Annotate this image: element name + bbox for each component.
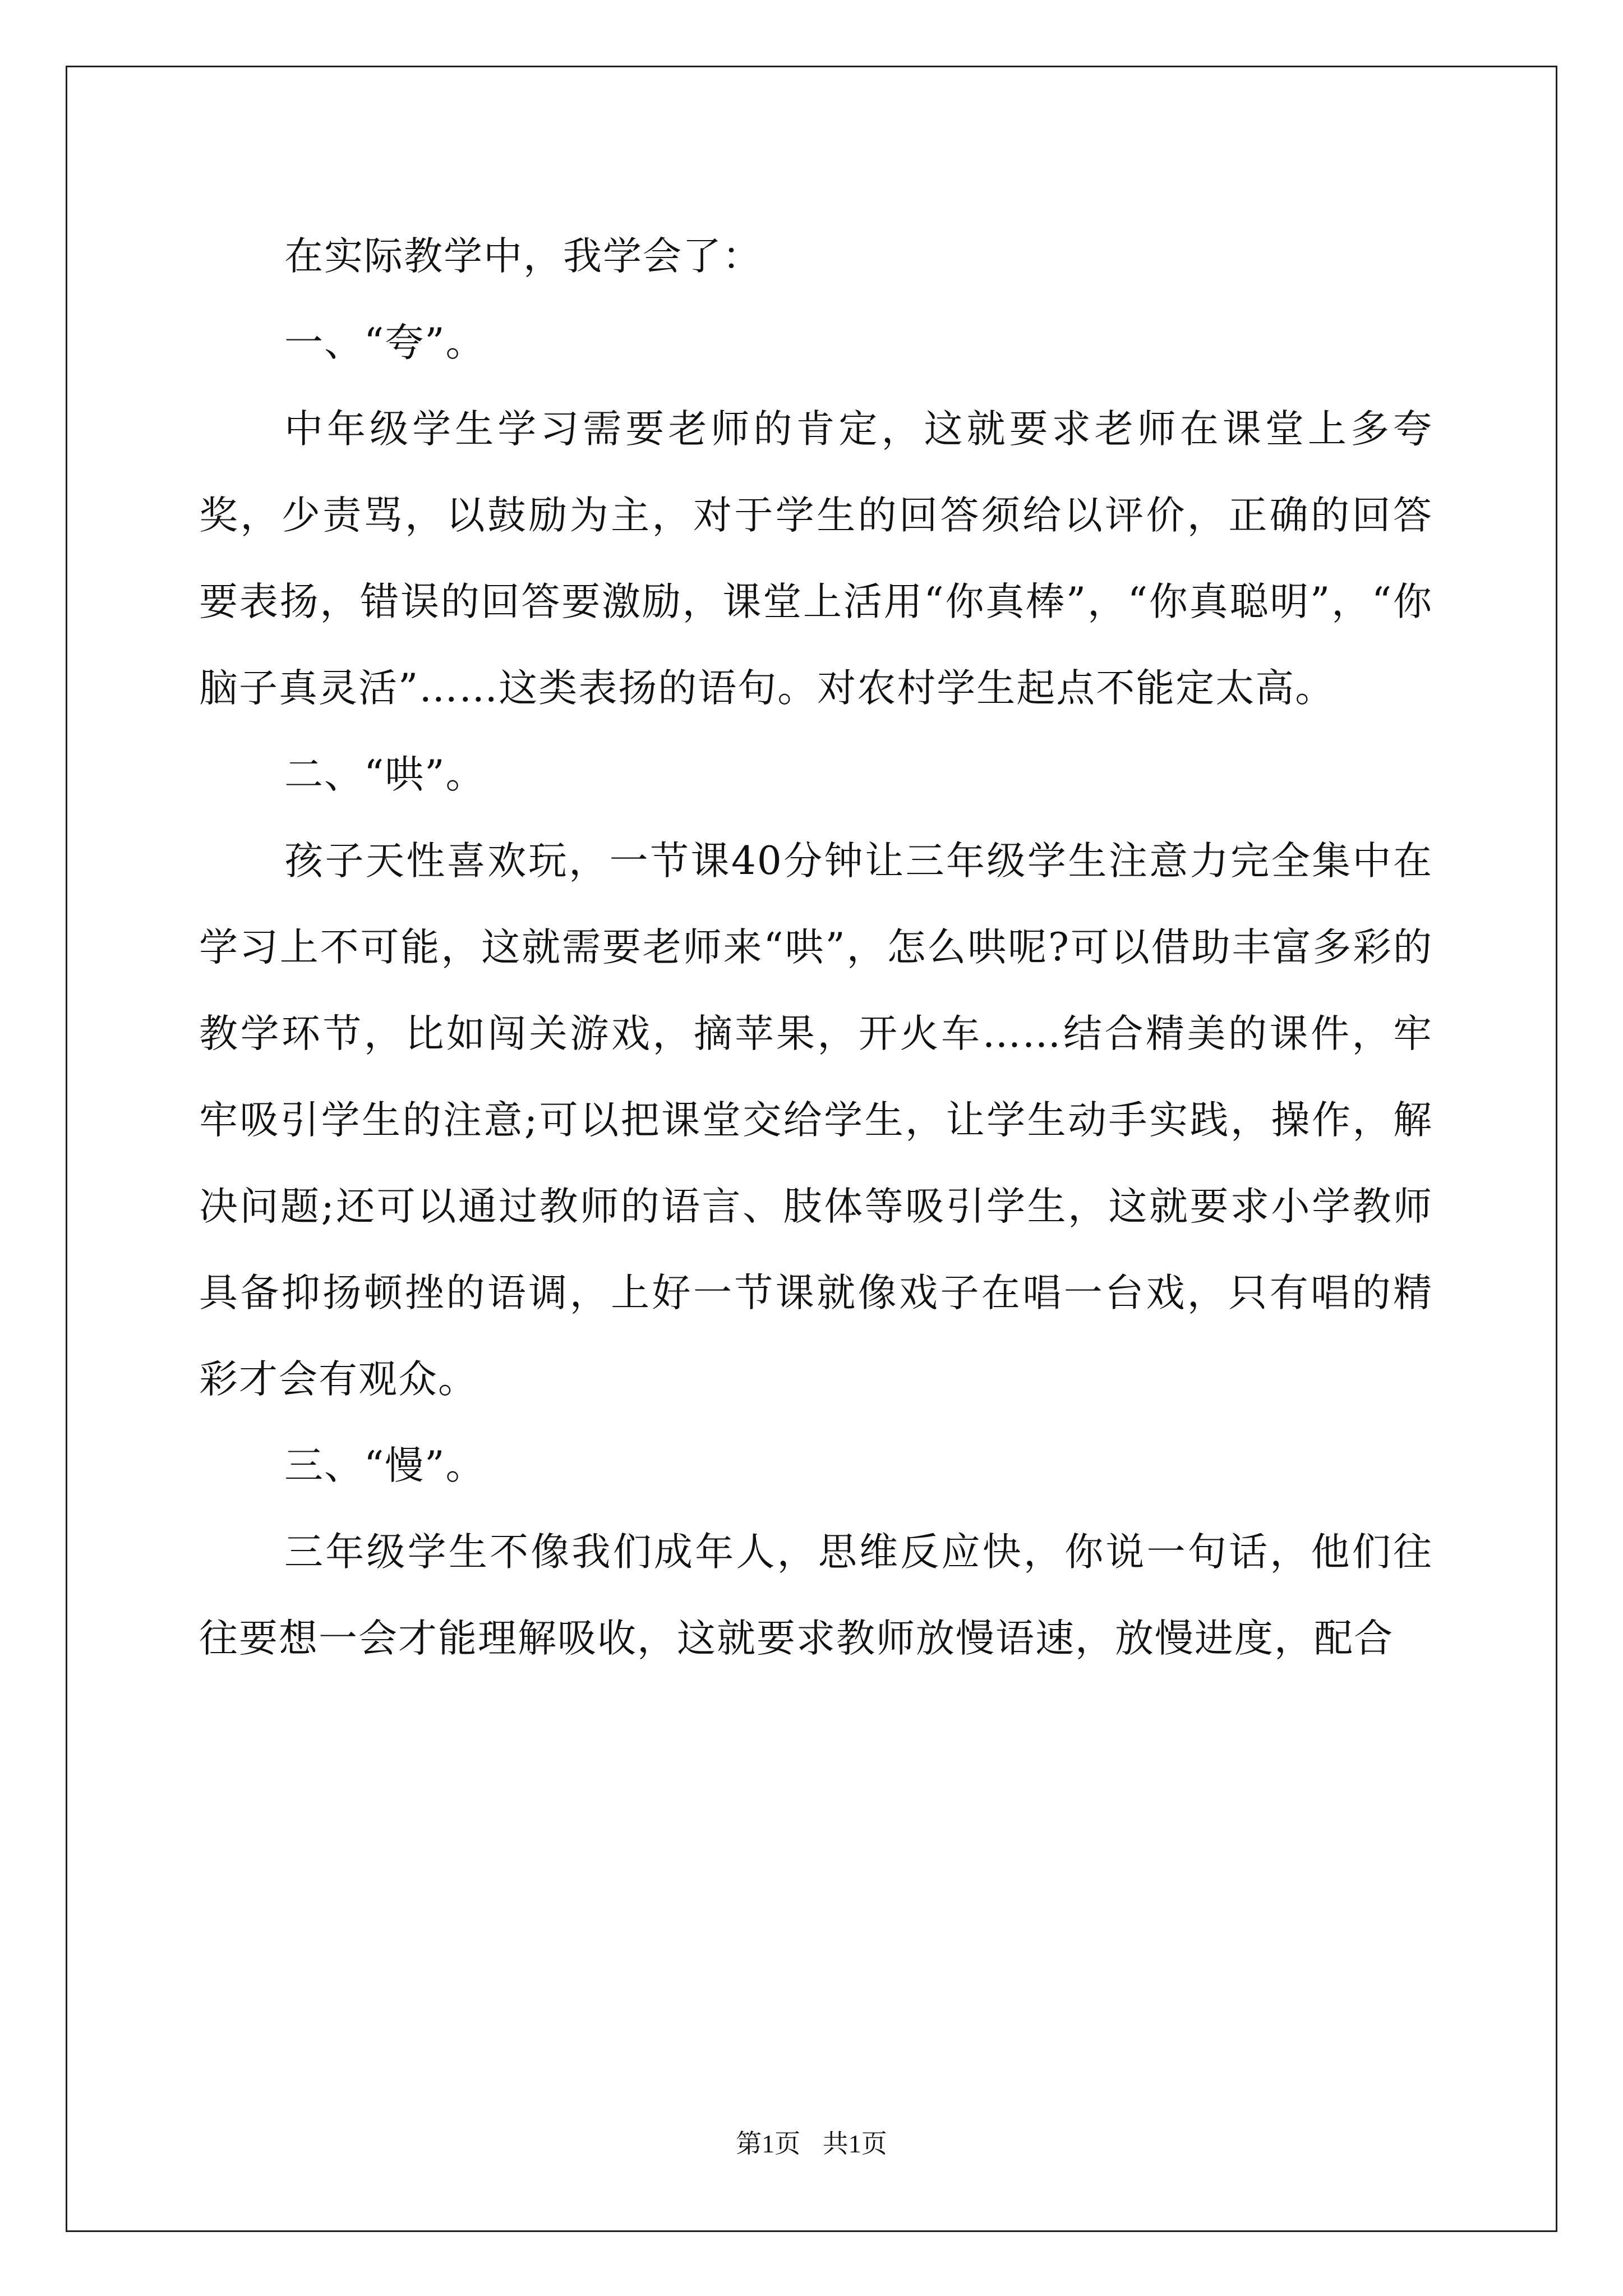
page-number: 第1页 <box>736 2129 801 2158</box>
page-footer <box>0 2123 1623 2160</box>
heading-slow: 三、“慢”。 <box>284 1443 486 1488</box>
paragraph-coax: 孩子天性喜欢玩，一节课40分钟让三年级学生注意力完全集中在学习上不可能，这就需要老师来“哄”，怎么哄呢?可以借助丰富多彩的教学环节，比如闯关游戏，摘苹果，开火车……结合精美的课件，牢牢吸引学生的注意;可以把课堂交给学生，让学生动手实践，操作，解决问题;还可以通过教师的语言、肢体等吸引学生，这就要求小学教师具备抑扬顿挫的语调，上好一节课就像戏子在唱一台戏，只有唱的精彩才会有观众。 <box>199 839 1433 1402</box>
document-body <box>199 213 1433 1682</box>
heading-coax: 二、“哄”。 <box>284 752 486 797</box>
heading-praise: 一、“夸”。 <box>284 320 486 365</box>
paragraph-intro: 在实际教学中，我学会了： <box>284 234 762 279</box>
paragraph-praise: 中年级学生学习需要老师的肯定，这就要求老师在课堂上多夸奖，少责骂，以鼓励为主，对于学生的回答须给以评价，正确的回答要表扬，错误的回答要激励，课堂上活用“你真棒”，“你真聪明”，“你脑子真灵活”……这类表扬的语句。对农村学生起点不能定太高。 <box>199 407 1433 711</box>
page-total: 共1页 <box>822 2129 887 2158</box>
paragraph-slow: 三年级学生不像我们成年人，思维反应快，你说一句话，他们往往要想一会才能理解吸收，这就要求教师放慢语速，放慢进度，配合 <box>199 1530 1433 1661</box>
